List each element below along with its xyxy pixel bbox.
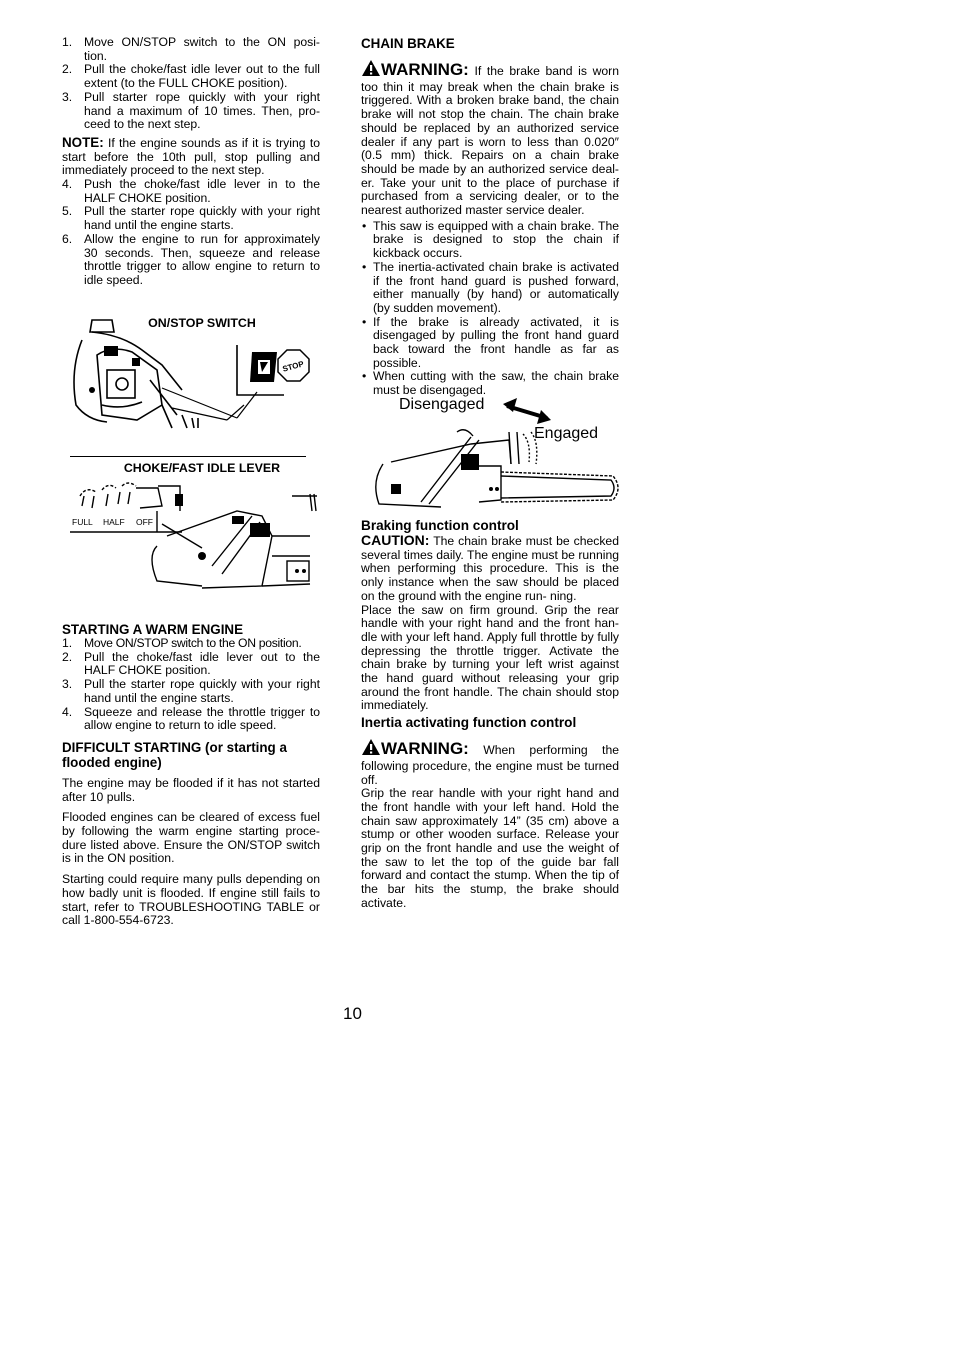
note-text: If the engine sounds as if it is trying to start before the 10th pull, stop pulling and immediately proceed to the next step. xyxy=(62,135,320,178)
page-number: 10 xyxy=(343,1004,362,1023)
engaged-label: Engaged xyxy=(534,425,599,442)
caution-text: The chain brake must be checked several times daily. The engine must be running when performing this procedure. This is the only instance when the saw should be placed on the ground with the engine run- ning. xyxy=(361,534,619,603)
inertia-function-heading: Inertia activating function control xyxy=(361,715,577,731)
warning-text: When performing the following procedure, the engine must be turned off. xyxy=(361,743,620,787)
chainsaw-illustration xyxy=(62,310,322,435)
choke-off-label: OFF xyxy=(136,517,153,527)
difficult-paragraph-2: Flooded engines can be cleared of excess fuel by following the warm engine starting proce- dure listed above. Ensure the ON/STOP switch is in the ON position. xyxy=(62,810,320,866)
choke-lever-caption: CHOKE/FAST IDLE LEVER xyxy=(123,461,281,475)
list-item: 3. Pull starter rope quickly with your right hand a maximum of 10 times. Then, pro- ceed to the next step. xyxy=(62,89,320,132)
note-label: NOTE: xyxy=(62,134,104,150)
list-item: • If the brake is already activated, it is disengaged by pulling the front hand guard back toward the front handle as far as possible. xyxy=(362,314,619,370)
choke-lever-illustration xyxy=(62,456,322,606)
difficult-paragraph-1: The engine may be flooded if it has not started after 10 pulls. xyxy=(62,775,320,804)
list-item: 6. Allow the engine to run for approximately 30 seconds. Then, squeeze and release throttle trigger to allow engine to return to idle speed. xyxy=(62,231,320,287)
cold-start-steps-continued xyxy=(62,178,320,288)
right-column xyxy=(361,34,619,398)
warning-text: If the brake band is worn too thin it may break when the chain brake is triggered. With a broken brake band, the chain brake will not stop the chain. The chain brake should be replaced by an authorized service dealer if any part is worn to less than 0.020″ (0.5 mm) thick. Repairs on a chain brake should be made by an authorized service deal- er. Take your unit to the place of purchase if purchased from a servicing dealer, or to the nearest authorized master service dealer. xyxy=(361,64,619,218)
warning-icon xyxy=(361,59,381,81)
choke-lever-figure xyxy=(62,456,322,606)
list-item: 2. Pull the choke/fast idle lever out to the full extent (to the FULL CHOKE position). xyxy=(62,62,320,91)
left-column xyxy=(62,34,320,288)
cold-start-steps xyxy=(62,36,320,132)
warning-paragraph xyxy=(361,59,619,218)
list-item: 2. Pull the choke/fast idle lever out to the HALF CHOKE position. xyxy=(62,649,320,678)
inertia-paragraph: Grip the rear handle with your right hand and the front handle with your left hand. Hold the chain saw approximately 14” (35 cm) above a stump or other wooden surface. Release your grip on the front handle and use the weight of the saw to let the top of the guide bar fall forward and contact the stump. When the tip of the bar hits the stump, the brake should activate. xyxy=(361,786,619,910)
warm-engine-heading: STARTING A WARM ENGINE xyxy=(62,622,244,637)
caution-label: CAUTION: xyxy=(361,532,430,548)
list-item: 3. Pull the starter rope quickly with your right hand until the engine starts. xyxy=(62,677,320,705)
chain-brake-bullets xyxy=(361,220,619,398)
chain-brake-figure xyxy=(361,392,621,514)
choke-half-label: HALF xyxy=(103,517,125,527)
list-item: 1. Move ON/STOP switch to the ON posi- tion. xyxy=(62,35,320,63)
chain-brake-illustration xyxy=(361,392,621,514)
stop-sign-label: STOP xyxy=(281,359,305,374)
on-stop-switch-figure xyxy=(62,310,322,435)
braking-function-heading: Braking function control xyxy=(361,518,519,533)
list-item: 4. Push the choke/fast idle lever in to the HALF CHOKE position. xyxy=(62,177,320,205)
caution-paragraph xyxy=(361,534,619,604)
list-item: • When cutting with the saw, the chain brake must be disengaged. xyxy=(362,369,619,398)
list-item: 1. Move ON/STOP switch to the ON position. xyxy=(62,636,302,650)
disengaged-label: Disengaged xyxy=(399,396,485,413)
chain-brake-heading: CHAIN BRAKE xyxy=(361,36,455,51)
list-item: • The inertia-activated chain brake is activated if the front hand guard is pushed forward, either manually (by hand) or automatically (by sudden movement). xyxy=(362,259,619,315)
right-column-lower xyxy=(361,518,619,911)
left-column-lower xyxy=(62,622,320,928)
warning-label: WARNING: xyxy=(381,60,469,79)
warning-icon xyxy=(361,738,381,760)
list-item: • This saw is equipped with a chain brake. The brake is designed to stop the chain if kickback occurs. xyxy=(362,218,619,261)
list-item: 4. Squeeze and release the throttle trigger to allow engine to return to idle speed. xyxy=(62,704,320,733)
warning-label: WARNING: xyxy=(381,739,469,759)
warning-paragraph-2 xyxy=(361,738,619,787)
difficult-paragraph-3: Starting could require many pulls depending on how badly unit is flooded. If engine still fails to start, refer to TROUBLESHOOTING TABLE or call 1-800-554-6723. xyxy=(62,872,320,928)
braking-paragraph: Place the saw on firm ground. Grip the rear handle with your right hand and the front han- dle with your left hand. Apply full throttle by fully depressing the throttle trigger. Activate the chain brake by turning your left wrist against the hand guard without releasing your grip around the front handle. The chain should stop immediately. xyxy=(361,602,619,713)
difficult-starting-heading: DIFFICULT STARTING (or starting a flooded engine) xyxy=(62,739,287,770)
note-paragraph xyxy=(62,136,320,178)
double-arrow-icon xyxy=(503,398,551,424)
warm-engine-steps xyxy=(62,637,320,733)
choke-full-label: FULL xyxy=(72,517,93,527)
list-item: 5. Pull the starter rope quickly with your right hand until the engine starts. xyxy=(62,204,320,233)
on-stop-switch-caption: ON/STOP SWITCH xyxy=(148,316,256,330)
